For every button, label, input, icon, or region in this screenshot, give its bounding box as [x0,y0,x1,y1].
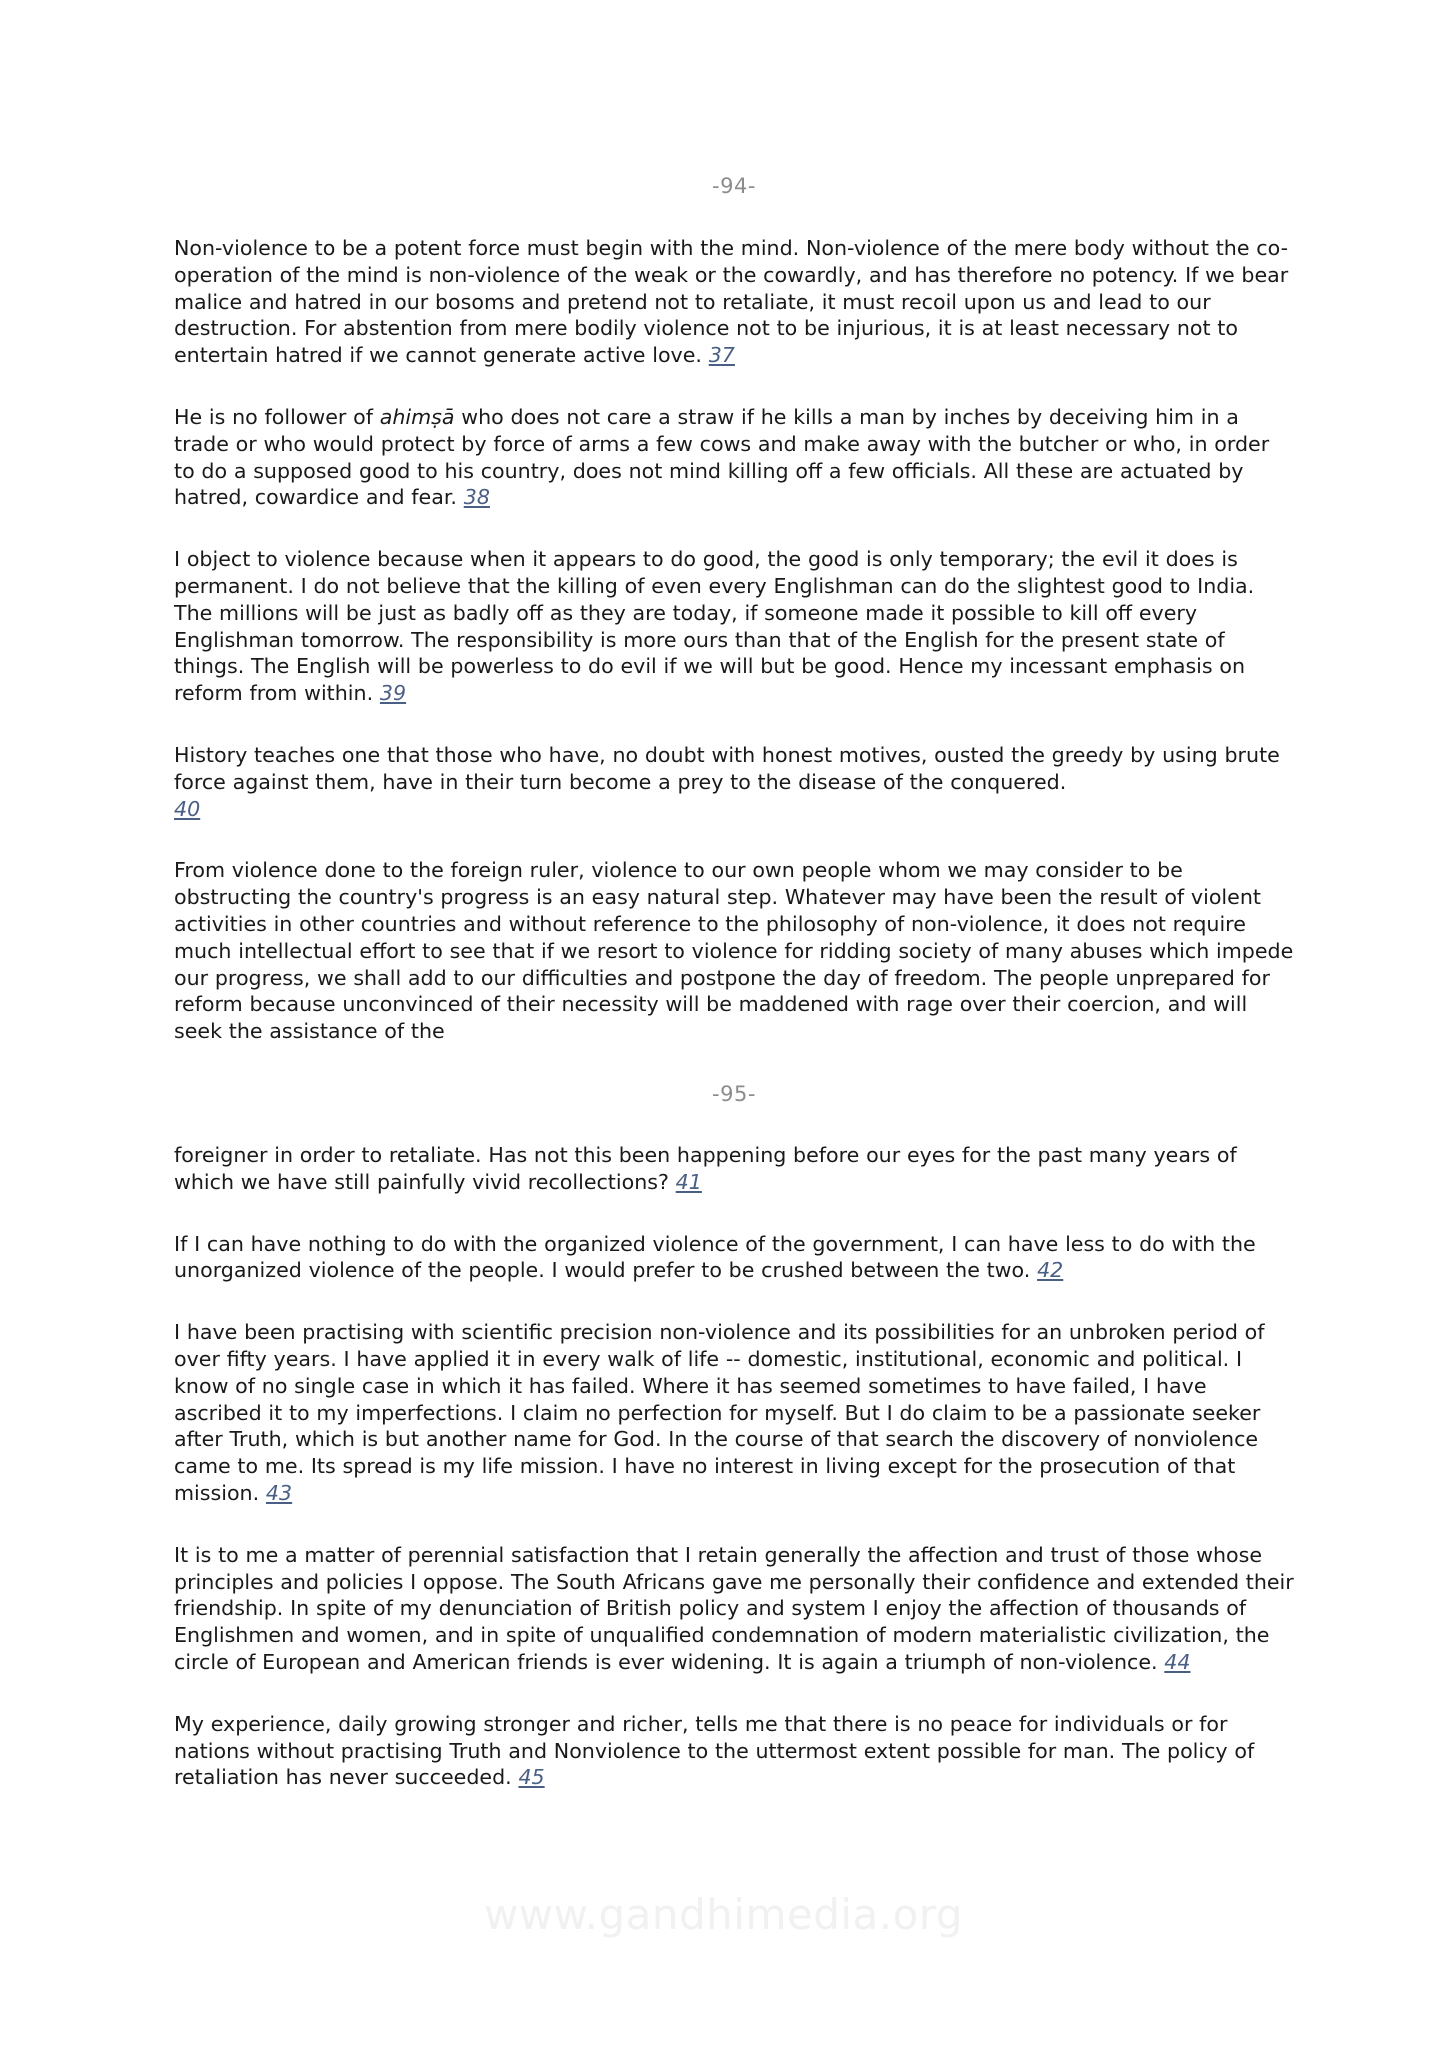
watermark: www.gandhimedia.org [483,1890,964,1939]
footnote-link[interactable]: 39 [379,681,407,706]
footnote-link[interactable]: 42 [1037,1258,1064,1283]
paragraph [174,1711,1294,1791]
page-number: -94- [712,174,756,198]
footnote-link[interactable]: 43 [265,1480,293,1505]
footnote-link[interactable]: 40 [174,796,201,821]
paragraph-text: History teaches one that those who have, no doubt with honest motives, ousted the greedy by using brute force against them, have in their turn become a prey to the disease of the conquered. [174,742,1280,794]
paragraph-text: I object to violence because when it appears to do good, the good is only temporary; the evil it does is permanent. I do not believe that the killing of even every Englishman can do the slightest good to India. The millions will be just as badly off as they are today, if someone made it possible to kill off every Englishman tomorrow. The responsibility is more ours than that of the English for the present state of things. The English will be powerless to do evil if we will but be good. Hence my incessant emphasis on reform from within. [174,547,1255,706]
paragraph [174,546,1294,707]
page-95-text [174,1142,1294,1791]
paragraph-text: foreigner in order to retaliate. Has not this been happening before our eyes for the past many years of which we have still painfully vivid recollections? [174,1143,1237,1194]
footnote-link[interactable]: 37 [708,343,735,368]
italic-term: ahimṣā [379,404,455,429]
paragraph-text: From violence done to the foreign ruler, violence to our own people whom we may consider to be obstructing the country's progress is an easy natural step. Whatever may have been the result of violent activities in other countries and without reference to the philosophy of non-violence, it does not require much intellectual effort to see that if we resort to violence for ridding society of many abuses which impede our progress, we shall add to our difficulties and postpone the day of freedom. The people unprepared for reform because unconvinced of their necessity will be maddened with rage over their coercion, and will seek the assistance of the [174,858,1294,1044]
paragraph-text: I have been practising with scientific precision non-violence and its possibilities for an unbroken period of over fifty years. I have applied it in every walk of life -- domestic, institutional, economic and political. I know of no single case in which it has failed. Where it has seemed sometimes to have failed, I have ascribed it to my imperfections. I claim no perfection for myself. But I do claim to be a passionate seeker after Truth, which is but another name for God. In the course of that search the discovery of nonviolence came to me. Its spread is my life mission. I have no interest in living except for the prosecution of that mission. [174,1320,1265,1505]
footnote-link[interactable]: 38 [463,485,490,510]
paragraph-text: Non-violence to be a potent force must begin with the mind. Non-violence of the mere body without the co-operation of the mind is non-violence of the weak or the cowardly, and has therefore no potency. If we bear malice and hatred in our bosoms and pretend not to retaliate, it must recoil upon us and lead to our destruction. For abstention from mere bodily violence not to be injurious, it is at least necessary not to entertain hatred if we cannot generate active love. [174,236,1289,368]
paragraph [174,235,1294,369]
paragraph-text: My experience, daily growing stronger and richer, tells me that there is no peace for individuals or for nations without practising Truth and Nonviolence to the uttermost extent possible for man. The policy of retaliation has never succeeded. [174,1711,1255,1790]
paragraph-text: It is to me a matter of perennial satisfaction that I retain generally the affection and trust of those whose principles and policies I oppose. The South Africans gave me personally their confidence and extended their friendship. In spite of my denunciation of British policy and system I enjoy the affection of thousands of Englishmen and women, and in spite of unqualified condemnation of modern materialistic civilization, the circle of European and American friends is ever widening. It is again a triumph of non-violence. [174,1542,1294,1674]
page-94-text [174,235,1294,1045]
paragraph [174,1542,1294,1676]
paragraph-text: If I can have nothing to do with the organized violence of the government, I can have less to do with the unorganized violence of the people. I would prefer to be crushed between the two. [174,1231,1256,1283]
paragraph [174,1142,1294,1196]
paragraph [174,857,1294,1045]
footnote-link[interactable]: 41 [675,1169,702,1194]
page-number: -95- [712,1082,756,1106]
paragraph [174,742,1294,822]
paragraph [174,1319,1294,1507]
paragraph [174,1231,1294,1285]
footnote-link[interactable]: 44 [1164,1649,1191,1674]
paragraph-text: who does not care a straw if he kills a man by inches by deceiving him in a trade or who would protect by force of arms a few cows and make away with the butcher or who, in order to do a supposed good to his country, does not mind killing off a few officials. All these are actuated by hatred, cowardice and fear. [174,404,1270,510]
footnote-link[interactable]: 45 [518,1765,545,1790]
paragraph [174,404,1294,511]
paragraph-text-lead: He is no follower of [174,404,380,429]
